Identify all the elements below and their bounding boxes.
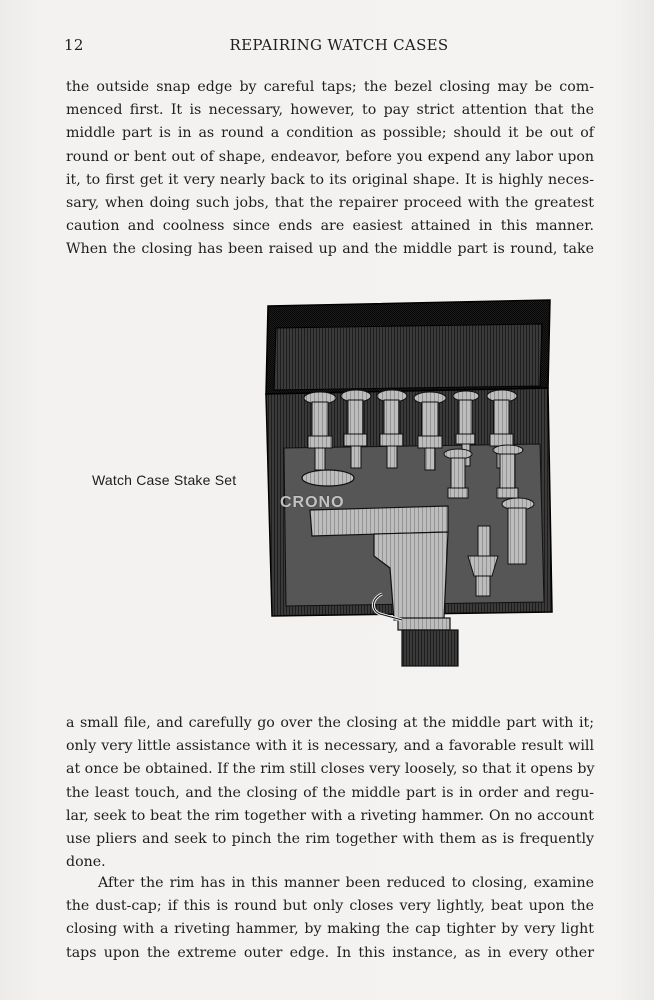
text-line: a small file, and carefully go over the closing at the middle part with it; xyxy=(66,715,594,731)
text-line: the outside snap edge by careful taps; the bezel closing may be com- xyxy=(66,79,594,95)
text-line: caution and coolness since ends are easiest attained in this manner. xyxy=(66,218,594,235)
figure-caption: Watch Case Stake Set xyxy=(92,472,237,488)
paragraph-1 xyxy=(66,76,594,262)
text-line: the least touch, and the closing of the middle part is in order and regu- xyxy=(66,784,594,801)
text-line: it, to first get it very nearly back to its original shape. It is highly neces- xyxy=(66,171,594,188)
text-line: done. xyxy=(66,854,106,871)
text-line: lar, seek to beat the rim together with a riveting hammer. On no account xyxy=(66,807,594,824)
running-head xyxy=(64,36,594,58)
text-line: round or bent out of shape, endeavor, before you expend any labor upon xyxy=(66,148,594,165)
text-line: only very little assistance with it is necessary, and a favorable result will xyxy=(66,738,594,755)
paragraph-3 xyxy=(66,872,594,965)
text-line: When the closing has been raised up and the middle part is round, take xyxy=(66,241,594,258)
page-number: 12 xyxy=(64,36,84,54)
text-line: the dust-cap; if this is round but only closes very lightly, beat upon the xyxy=(66,898,594,915)
watermark-logo: CRONO xyxy=(280,494,345,511)
text-line: menced first. It is necessary, however, to pay strict attention that the xyxy=(66,102,594,119)
text-line: closing with a riveting hammer, by making the cap tighter by very light xyxy=(66,921,594,938)
running-head-title: REPAIRING WATCH CASES xyxy=(229,36,449,54)
text-line: middle part is in as round a condition as possible; should it be out of xyxy=(66,125,594,142)
text-line: sary, when doing such jobs, that the repairer proceed with the greatest xyxy=(66,194,594,211)
stake-set-illustration xyxy=(262,298,556,670)
watch-case-stake-set-engraving-icon xyxy=(262,298,556,670)
text-line: After the rim has in this manner been reduced to closing, examine xyxy=(98,875,594,891)
text-line: at once be obtained. If the rim still closes very loosely, so that it opens by xyxy=(66,761,595,778)
text-line: taps upon the extreme outer edge. In this instance, as in every other xyxy=(66,944,594,961)
text-line: use pliers and seek to pinch the rim together with them as is frequently xyxy=(66,830,594,847)
paragraph-2 xyxy=(66,712,594,874)
